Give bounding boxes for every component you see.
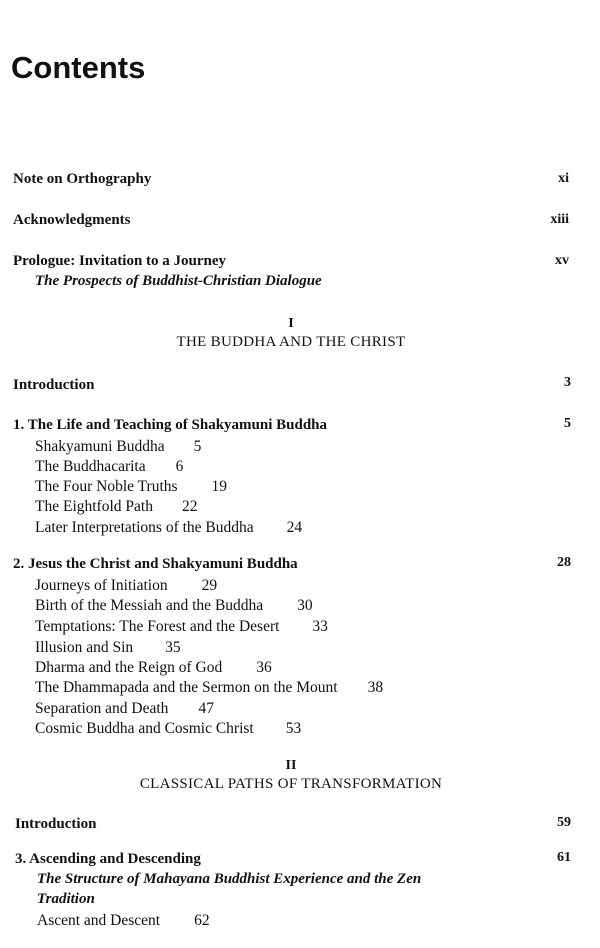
toc-entry-acknowledgments: Acknowledgments bbox=[13, 212, 131, 228]
toc-entry-orthography: Note on Orthography bbox=[13, 171, 152, 187]
toc-subentry: Birth of the Messiah and the Buddha 30 bbox=[35, 597, 313, 614]
toc-page-chapter-1: 5 bbox=[564, 416, 571, 431]
part-2-title: CLASSICAL PATHS OF TRANSFORMATION bbox=[139, 776, 443, 792]
toc-subentry: Journeys of Initiation 29 bbox=[35, 577, 218, 594]
toc-subtitle-prologue: The Prospects of Buddhist-Christian Dialogue bbox=[35, 273, 322, 289]
toc-subentry: The Buddhacarita 6 bbox=[35, 458, 184, 475]
toc-subentry: Ascent and Descent 62 bbox=[37, 912, 210, 929]
part-2-numeral: II bbox=[285, 758, 297, 773]
toc-page-acknowledgments: xiii bbox=[550, 212, 569, 227]
part-1-numeral: I bbox=[288, 316, 294, 331]
toc-subentry: Temptations: The Forest and the Desert 33 bbox=[35, 618, 328, 635]
toc-page-introduction-2: 59 bbox=[557, 815, 571, 830]
toc-subentry: The Eightfold Path 22 bbox=[35, 498, 198, 515]
toc-page-orthography: xi bbox=[558, 171, 569, 186]
toc-subentry: Dharma and the Reign of God 36 bbox=[35, 659, 272, 676]
toc-entry-chapter-3: 3. Ascending and Descending bbox=[15, 851, 201, 867]
toc-subentry: Later Interpretations of the Buddha 24 bbox=[35, 519, 303, 536]
toc-page-prologue: xv bbox=[555, 253, 569, 268]
toc-entry-prologue: Prologue: Invitation to a Journey bbox=[13, 253, 227, 269]
toc-subtitle-chapter-3: The Structure of Mahayana Buddhist Experience and the Zen bbox=[37, 871, 422, 887]
toc-subentry: Cosmic Buddha and Cosmic Christ 53 bbox=[35, 720, 302, 737]
toc-entry-introduction-2: Introduction bbox=[15, 816, 97, 832]
toc-page-chapter-3: 61 bbox=[557, 850, 571, 865]
toc-page-introduction-1: 3 bbox=[564, 375, 571, 390]
toc-entry-chapter-2: 2. Jesus the Christ and Shakyamuni Buddha bbox=[13, 556, 298, 572]
toc-entry-chapter-1: 1. The Life and Teaching of Shakyamuni Buddha bbox=[13, 417, 328, 433]
part-1-title: THE BUDDHA AND THE CHRIST bbox=[176, 334, 406, 350]
toc-subentry: The Four Noble Truths 19 bbox=[35, 478, 228, 495]
toc-page-chapter-2: 28 bbox=[557, 555, 571, 570]
page-title: Contents bbox=[11, 50, 146, 85]
toc-subentry: Shakyamuni Buddha 5 bbox=[35, 438, 202, 455]
toc-subentry: Illusion and Sin 35 bbox=[35, 639, 181, 656]
toc-subtitle-chapter-3-cont: Tradition bbox=[37, 891, 95, 907]
toc-subentry: The Dhammapada and the Sermon on the Mount 38 bbox=[35, 679, 384, 696]
toc-subentry: Separation and Death 47 bbox=[35, 700, 214, 717]
toc-entry-introduction-1: Introduction bbox=[13, 377, 95, 393]
